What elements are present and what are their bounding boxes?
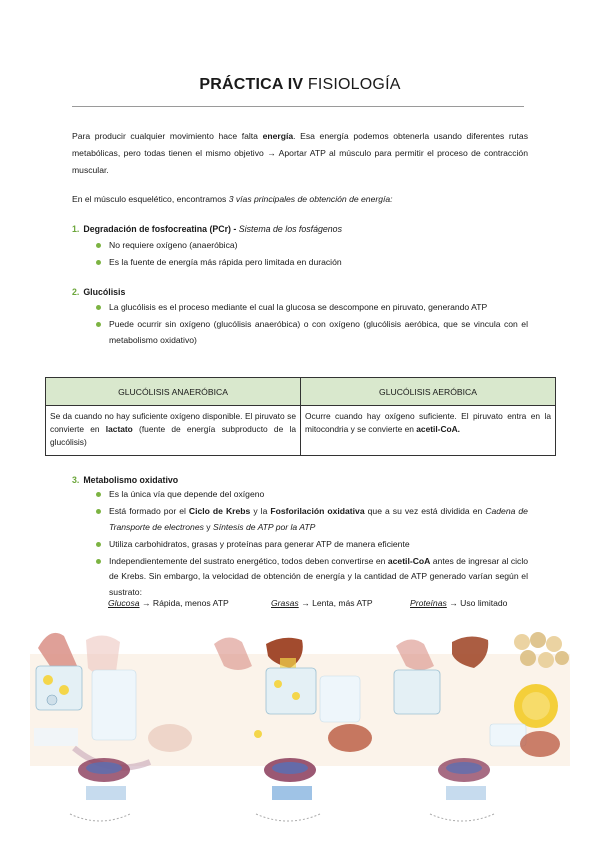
atp-icon: [254, 730, 262, 738]
section-3-heading: [72, 473, 178, 487]
cytosol-box: [36, 666, 82, 710]
list-item: [96, 504, 528, 535]
metabolism-illustrations: [30, 628, 570, 838]
bullet-dot-icon: [96, 305, 101, 310]
bullet-dot-icon: [96, 243, 101, 248]
arrow-curve: [430, 814, 494, 821]
bullet-text: [109, 554, 528, 601]
section-2-bullets: [96, 300, 528, 350]
cell-text: Ocurre cuando hay oxígeno suficiente. El piruvato entra en la mitocondria y se convierte en: [305, 411, 551, 434]
substrate-desc: → Uso limitado: [446, 598, 508, 608]
bullet-text: Puede ocurrir sin oxígeno (glucólisis anaeróbica) o con oxígeno (glucólisis aeróbica, que se vincula con el metabolismo oxidativo): [109, 319, 528, 345]
section-3-title: Metabolismo oxidativo: [83, 475, 179, 485]
section-1-number: 1.: [72, 224, 80, 234]
list-item: [96, 537, 528, 553]
glycolysis-box: [92, 670, 136, 740]
mitochondria-icon: [328, 724, 372, 752]
list-item: [96, 255, 528, 271]
text-run: Independientemente del sustrato energético, todos deben convertirse en: [109, 555, 388, 566]
glucose-pathway-figure: [30, 628, 210, 828]
section-3-bullets: [96, 487, 528, 602]
cell-bold: acetil-CoA.: [416, 424, 461, 434]
bullet-text: Es la única vía que depende del oxígeno: [109, 489, 265, 499]
arrow-curve: [256, 814, 320, 821]
filament-icon: [272, 786, 312, 800]
text-run: y: [203, 521, 213, 532]
section-3-number: 3.: [72, 475, 80, 485]
cell-text: (fuente de energía subproducto de la glucólisis): [50, 424, 297, 447]
atp-icon: [43, 675, 53, 685]
section-2-heading: [72, 285, 125, 299]
intro2-paragraph: [72, 191, 528, 208]
substrate-name: Glucosa: [108, 598, 140, 608]
bullet-text: Utiliza carbohidratos, grasas y proteínas para generar ATP de manera eficiente: [109, 538, 410, 549]
section-1-bullets: [96, 238, 528, 272]
bullet-dot-icon: [96, 509, 101, 514]
atp-icon: [59, 685, 69, 695]
list-item: [96, 554, 528, 601]
fat-pathway-figure: [210, 628, 390, 828]
text-bold: Ciclo de Krebs: [188, 506, 251, 516]
adp-icon: [47, 695, 57, 705]
mitochondria-icon: [520, 731, 560, 757]
intro-text-2: . Esa energía podemos obtenerla usando diferentes rutas metabólicas, pero todas tienen el mismo objetivo → Aportar ATP al músculo para permitir el proceso de contracción muscular.: [72, 131, 528, 175]
substrate-desc: → Lenta, más ATP: [298, 598, 373, 608]
section-1-subtitle: Sistema de los fosfágenos: [238, 224, 342, 234]
atp-icon: [274, 680, 282, 688]
table-cell-aerobic: [301, 406, 556, 456]
oxidation-box: [320, 676, 360, 722]
filament-icon: [446, 786, 486, 800]
text-run: Está formado por el: [109, 506, 189, 516]
substrate-name: Grasas: [271, 598, 299, 608]
protein-cluster-icon: [514, 632, 569, 668]
list-item: [96, 300, 528, 316]
text-run: que a su vez está dividida en: [364, 506, 486, 516]
bullet-dot-icon: [96, 260, 101, 265]
table-cell-anaerobic: [46, 406, 301, 456]
intro2-text: En el músculo esquelético, encontramos: [72, 194, 229, 204]
text-italic: Cadena de Transporte de electrones: [109, 506, 528, 532]
bullet-text: [109, 504, 528, 535]
table-header-aerobic: GLUCÓLISIS AERÓBICA: [301, 378, 556, 406]
fiber-core-icon: [86, 762, 122, 774]
bullet-text: No requiere oxígeno (anaeróbica): [109, 240, 238, 250]
bullet-dot-icon: [96, 322, 101, 327]
substrate-name: Proteínas: [410, 598, 447, 608]
mitochondria-icon: [148, 724, 192, 752]
glycolysis-table: [45, 377, 556, 456]
cell-text: Se da cuando no hay suficiente oxígeno disponible. El piruvato se convierte en: [50, 411, 296, 434]
text-run: y la: [250, 506, 271, 516]
table-header-anaerobic: GLUCÓLISIS ANAERÓBICA: [46, 378, 301, 406]
text-bold: acetil-CoA: [387, 555, 431, 566]
substrate-glucose: [108, 598, 229, 608]
fiber-core-icon: [446, 762, 482, 774]
cytosol-box: [266, 668, 316, 714]
organ-icon: [86, 635, 120, 675]
cytosol-box: [394, 670, 440, 714]
protein-pathway-figure: [390, 628, 570, 828]
list-item: [96, 238, 528, 254]
title-rest: FISIOLOGÍA: [307, 76, 401, 93]
bullet-text: La glucólisis es el proceso mediante el cual la glucosa se descompone en piruvato, generando ATP: [109, 302, 488, 312]
bullet-text: Es la fuente de energía más rápida pero limitada en duración: [109, 257, 342, 267]
intro-paragraph: [72, 128, 528, 179]
intro-text-1: Para producir cualquier movimiento hace falta: [72, 131, 263, 141]
cell-bold: lactato: [105, 424, 133, 434]
bullet-dot-icon: [96, 492, 101, 497]
bullet-dot-icon: [96, 542, 101, 547]
substrate-desc: → Rápida, menos ATP: [139, 598, 229, 608]
intro-bold: energía: [262, 131, 294, 141]
section-1-title: Degradación de fosfocreatina (PCr) -: [83, 224, 239, 234]
atp-icon: [292, 692, 300, 700]
substrate-proteins: [410, 598, 507, 608]
text-run: antes de ingresar al ciclo de Krebs. Sin embargo, la velocidad de obtención de energía y la cantidad de ATP generado varían según el sustrato:: [109, 555, 529, 597]
section-1-heading: [72, 222, 342, 236]
arrow-curve: [70, 814, 130, 821]
section-2-number: 2.: [72, 287, 80, 297]
fiber-core-icon: [272, 762, 308, 774]
energy-core-icon: [522, 692, 550, 720]
list-item: [96, 317, 528, 348]
title-bold: PRÁCTICA IV: [199, 76, 304, 93]
label-box: [34, 728, 78, 746]
substrate-fats: [271, 598, 373, 608]
filament-icon: [86, 786, 126, 800]
title-divider: [72, 106, 524, 107]
page-title: [0, 76, 600, 94]
list-item: [96, 487, 528, 503]
intro2-italic: 3 vías principales de obtención de energía:: [228, 194, 393, 204]
text-bold: Fosforilación oxidativa: [270, 506, 365, 516]
bullet-dot-icon: [96, 559, 101, 564]
section-2-title: Glucólisis: [83, 287, 126, 297]
text-italic: Síntesis de ATP por la ATP: [212, 521, 316, 532]
